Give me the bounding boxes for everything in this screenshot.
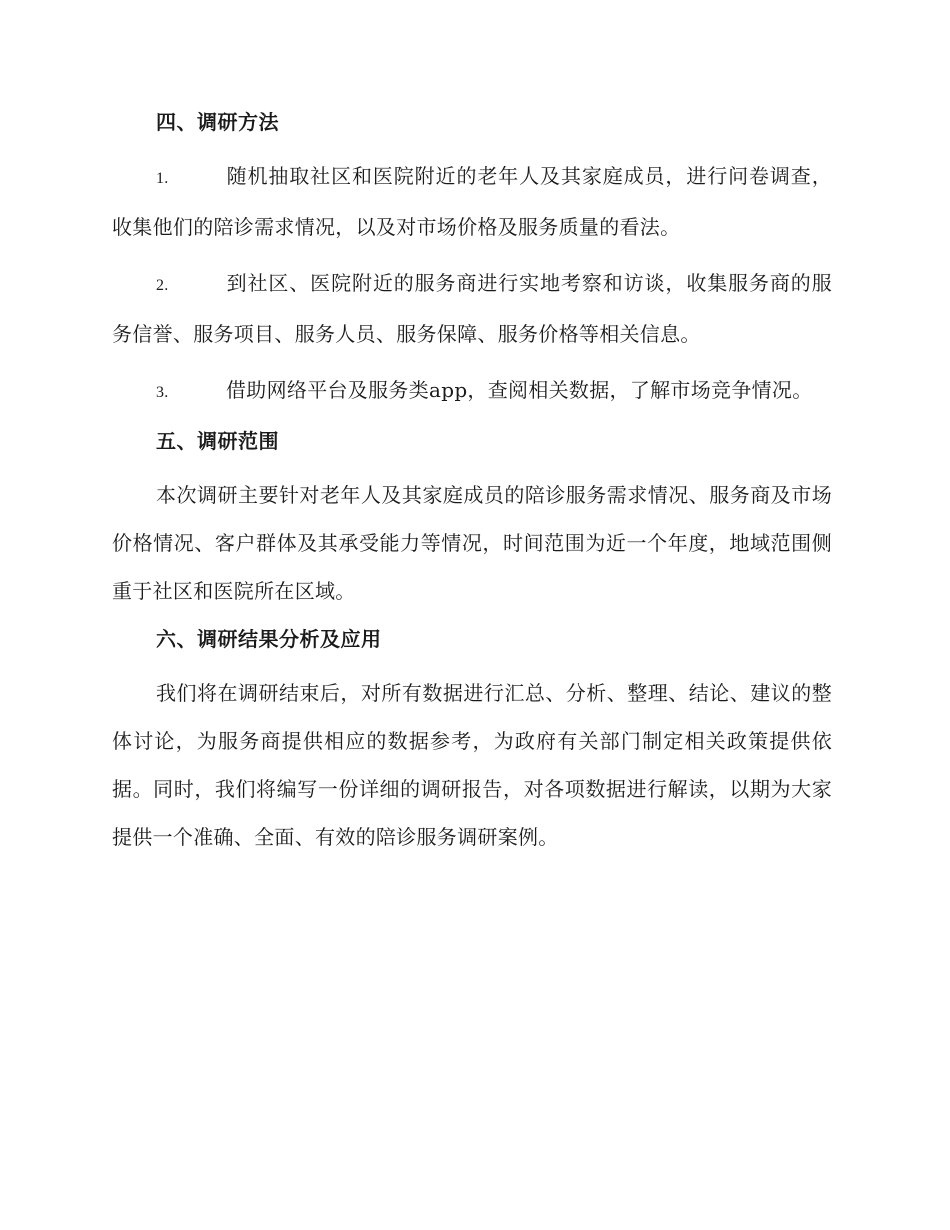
section-heading: 四、调研方法 — [156, 110, 279, 134]
list-text: 借助网络平台及服务类app，查阅相关数据，了解市场竞争情况。 — [226, 378, 813, 402]
list-item — [112, 366, 832, 417]
paragraph: 本次调研主要针对老年人及其家庭成员的陪诊服务需求情况、服务商及市场价格情况、客户群体及其承受能力等情况，时间范围为近一个年度，地域范围侧重于社区和医院所在区域。 — [112, 483, 832, 603]
section-scope — [112, 425, 832, 615]
list-number: 3. — [156, 384, 169, 401]
section-heading: 六、调研结果分析及应用 — [156, 627, 382, 651]
paragraph: 我们将在调研结束后，对所有数据进行汇总、分析、整理、结论、建议的整体讨论，为服务商提供相应的数据参考，为政府有关部门制定相关政策提供依据。同时，我们将编写一份详细的调研报告，对各项数据进行解读，以期为大家提供一个准确、全面、有效的陪诊服务调研案例。 — [112, 681, 832, 849]
list-item — [112, 259, 832, 358]
list-text: 随机抽取社区和医院附近的老年人及其家庭成员，进行问卷调查，收集他们的陪诊需求情况，以及对市场价格及服务质量的看法。 — [112, 164, 832, 239]
section-methods — [112, 106, 832, 417]
list-item — [112, 152, 832, 251]
list-number: 1. — [156, 170, 169, 187]
list-text: 到社区、医院附近的服务商进行实地考察和访谈，收集服务商的服务信誉、服务项目、服务人员、服务保障、服务价格等相关信息。 — [112, 271, 832, 346]
section-heading: 五、调研范围 — [156, 429, 279, 453]
document-body — [112, 106, 832, 869]
list-number: 2. — [156, 277, 169, 294]
section-results — [112, 623, 832, 861]
